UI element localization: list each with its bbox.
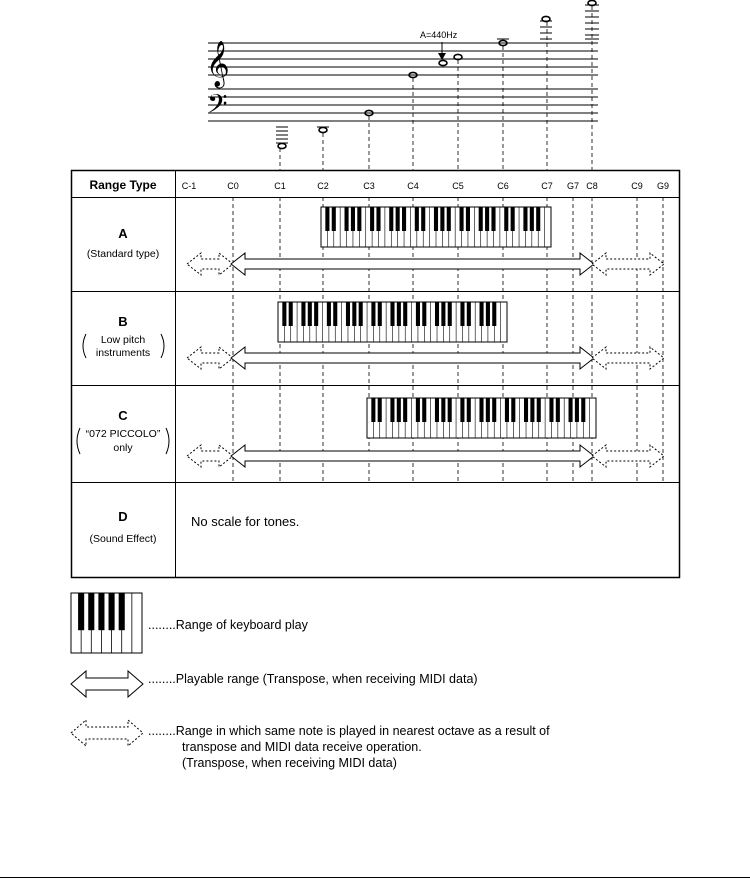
legend <box>71 593 550 770</box>
row-d-desc-line: (Sound Effect) <box>89 533 157 545</box>
legend-dotted-text-3: (Transpose, when receiving MIDI data) <box>182 756 397 770</box>
note-labels <box>182 181 669 191</box>
row-b-playable-arrow <box>231 347 594 369</box>
note-label-g9: G9 <box>656 181 670 191</box>
row-c-playable-arrow <box>231 445 594 467</box>
a440-label: A=440Hz <box>420 30 458 40</box>
ledger-lines <box>276 5 599 143</box>
row-c-desc-line-1: “072 PICCOLO” <box>85 428 161 440</box>
note-label-c1: C1 <box>274 181 286 191</box>
note-c8 <box>588 0 596 5</box>
row-d-letter: D <box>118 509 128 524</box>
note-c5 <box>454 54 462 59</box>
row-b-desc <box>83 314 164 359</box>
row-c-high-dotted-arrow <box>592 445 664 467</box>
row-d-desc <box>90 509 300 545</box>
row-b-keyboard <box>278 302 507 342</box>
row-b-open-paren <box>83 334 86 358</box>
note-label-c2: C2 <box>317 181 329 191</box>
note-label-c5: C5 <box>452 181 464 191</box>
row-c-letter: C <box>118 408 128 423</box>
legend-solid-text: ........Playable range (Transpose, when receiving MIDI data) <box>148 672 478 686</box>
treble-staff <box>208 43 598 75</box>
row-a-keyboard <box>321 207 551 247</box>
row-c-keyboard <box>367 398 596 438</box>
row-b-letter: B <box>118 314 128 329</box>
note-a4 <box>439 60 447 65</box>
row-a-desc-line: (Standard type) <box>86 248 160 260</box>
row-graphics <box>187 207 664 467</box>
note-label-g7: G7 <box>566 181 580 191</box>
row-a-letter: A <box>118 226 128 241</box>
note-label-c8: C8 <box>586 181 598 191</box>
note-c2 <box>319 127 327 132</box>
note-label-c3: C3 <box>363 181 375 191</box>
note-c1 <box>278 143 286 148</box>
treble-clef-icon: 𝄞 <box>206 41 230 87</box>
legend-dotted-text-2: transpose and MIDI data receive operation. <box>182 740 422 754</box>
note-c7 <box>542 16 550 21</box>
note-label-c4: C4 <box>407 181 419 191</box>
keyboard-icon <box>71 593 142 653</box>
row-c-low-dotted-arrow <box>187 445 233 467</box>
dotted-double-arrow-icon <box>71 720 143 746</box>
legend-keyboard-text: ........Range of keyboard play <box>148 618 308 632</box>
row-c-desc <box>77 408 169 454</box>
row-a-high-dotted-arrow <box>592 253 664 275</box>
row-b-high-dotted-arrow <box>592 347 664 369</box>
note-label-c0: C0 <box>227 181 239 191</box>
row-a-playable-arrow <box>231 253 594 275</box>
row-b-low-dotted-arrow <box>187 347 233 369</box>
row-b-close-paren <box>161 334 164 358</box>
row-a-low-dotted-arrow <box>187 253 233 275</box>
note-label-c6: C6 <box>497 181 509 191</box>
range-type-header: Range Type <box>89 178 157 192</box>
row-c-open-paren <box>77 428 80 454</box>
row-b-desc-line-1: Low pitch <box>100 334 146 346</box>
bass-staff <box>208 89 598 121</box>
note-label-c7: C7 <box>541 181 553 191</box>
row-c-desc-line-2: only <box>113 442 133 454</box>
note-label-c-1: C-1 <box>181 181 197 191</box>
legend-dotted-text-1: ........Range in which same note is played in nearest octave as a result of <box>148 724 550 738</box>
row-b-desc-line-2: instruments <box>95 347 151 359</box>
row-a-desc <box>87 226 159 260</box>
row-c-close-paren <box>166 428 169 454</box>
row-d-text: No scale for tones. <box>191 514 300 529</box>
bass-clef-icon: 𝄢 <box>207 88 228 126</box>
note-label-c9: C9 <box>631 181 643 191</box>
double-arrow-icon <box>71 671 143 697</box>
